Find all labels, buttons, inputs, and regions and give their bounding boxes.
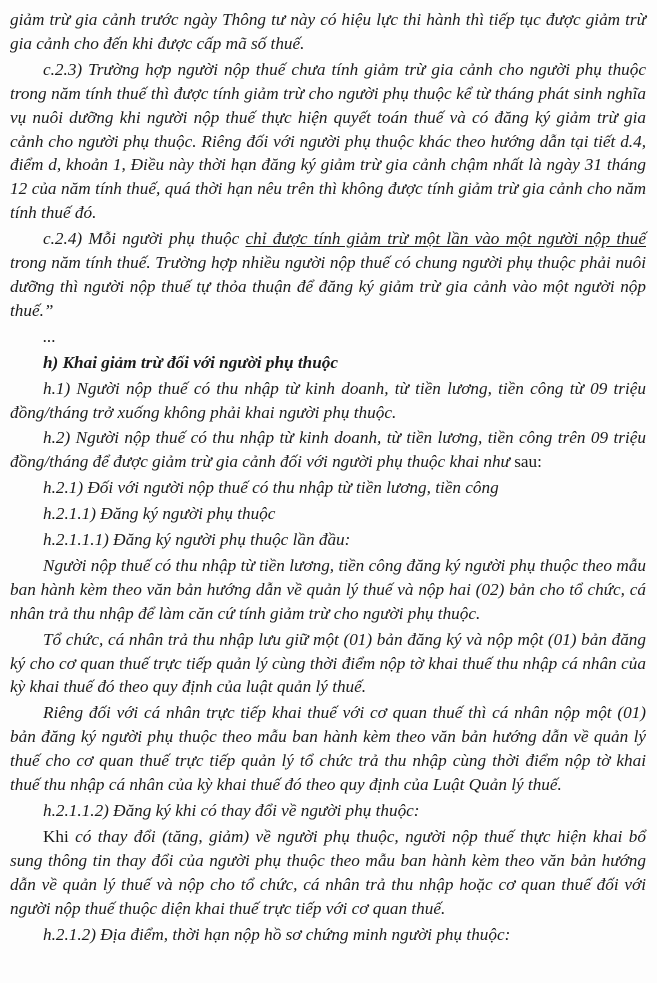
text-run: h.2.1.1.2) Đăng ký khi có thay đổi về người phụ thuộc: <box>43 801 420 820</box>
paragraph-h2112 <box>10 799 646 823</box>
text-run: sau: <box>514 452 542 472</box>
paragraph-h1 <box>10 377 646 425</box>
paragraph-c24 <box>10 227 646 323</box>
text-run: h.2.1.2) Địa điểm, thời hạn nộp hồ sơ chứng minh người phụ thuộc: <box>43 924 511 944</box>
paragraph-h212 <box>10 923 646 947</box>
text-run: chỉ được tính giảm trừ một lần vào một người nộp thuế <box>245 229 646 249</box>
text-run: c.2.3) Trường hợp người nộp thuế chưa tính giảm trừ gia cảnh cho người phụ thuộc trong năm tính thuế thì được tính giảm trừ cho người phụ thuộc kể từ tháng phát sinh nghĩa vụ nuôi dưỡng khi người nộp thuế thực hiện quyết toán thuế và có đăng ký giảm trừ gia cảnh cho người phụ thuộc. Riêng đối với người phụ thuộc khác theo hướng dẫn tại tiết d.4, điểm d, khoản 1, Điều này thời hạn đăng ký giảm trừ gia cảnh chậm nhất là ngày 31 tháng 12 của năm tính thuế, quá thời hạn nêu trên thì không được tính giảm trừ gia cảnh cho năm tính thuế đó. <box>10 59 646 223</box>
text-run: trong năm tính thuế. Trường hợp nhiều người nộp thuế có chung người phụ thuộc phải nuôi dưỡng thì người nộp thuế tự thỏa thuận để đăng ký giảm trừ gia cảnh vào một người nộp thuế.” <box>10 253 646 320</box>
text-run: h.2.1.1) Đăng ký người phụ thuộc <box>43 504 276 524</box>
paragraph-heading-h <box>10 351 646 375</box>
paragraph-ellipsis <box>10 325 646 349</box>
text-run: h.1) Người nộp thuế có thu nhập từ kinh doanh, từ tiền lương, tiền công từ 09 triệu đồng/tháng trở xuống không phải khai người phụ thuộc. <box>10 378 646 422</box>
text-run: Riêng đối với cá nhân trực tiếp khai thuế với cơ quan thuế thì cá nhân nộp một (01) bản đăng ký người phụ thuộc theo mẫu ban hành kèm theo văn bản hướng dẫn về quản lý thuế cho cơ quan thuế trực tiếp quản lý tổ chức trả thu nhập cùng thời điểm nộp tờ khai thuế thu nhập cá nhân của kỳ khai thuế đó theo quy định của Luật Quản lý thuế. <box>10 703 646 795</box>
paragraph-org-keeps-copy <box>10 628 646 700</box>
paragraph-h2111 <box>10 528 646 552</box>
text-run: Khi <box>43 826 69 846</box>
paragraph-change-registration <box>10 825 646 921</box>
text-run: h.2) Người nộp thuế có thu nhập từ kinh doanh, từ tiền lương, tiền công trên 09 triệu đồng/tháng để được giảm trừ gia cảnh đối với người phụ thuộc khai như <box>10 428 646 472</box>
paragraph-c23 <box>10 58 646 225</box>
paragraph-individual-direct-filing <box>10 701 646 797</box>
text-run: ... <box>43 326 56 346</box>
text-run: h.2.1) Đối với người nộp thuế có thu nhập từ tiền lương, tiền công <box>43 478 499 498</box>
text-run: giảm trừ gia cảnh trước ngày Thông tư này có hiệu lực thi hành thì tiếp tục được giảm trừ gia cảnh cho đến khi được cấp mã số thuế. <box>10 10 646 53</box>
paragraph-h21 <box>10 476 646 500</box>
text-run: có thay đổi (tăng, giảm) về người phụ thuộc, người nộp thuế thực hiện khai bổ sung thông tin thay đổi của người phụ thuộc theo mẫu ban hành kèm theo văn bản hướng dẫn về quản lý thuế và nộp cho tổ chức, cá nhân trả thu nhập hoặc cơ quan thuế đối với người nộp thuế thuộc diện khai thuế trực tiếp với cơ quan thuế. <box>10 826 646 918</box>
text-run: Người nộp thuế có thu nhập từ tiền lương, tiền công đăng ký người phụ thuộc theo mẫu ban hành kèm theo văn bản hướng dẫn về quản lý thuế và nộp hai (02) bản cho tổ chức, cá nhân trả thu nhập để làm căn cứ tính giảm trừ cho người phụ thuộc. <box>10 555 646 623</box>
text-run: c.2.4) Mỗi người phụ thuộc <box>43 229 246 249</box>
paragraph-h2 <box>10 426 646 474</box>
text-run: h.2.1.1.1) Đăng ký người phụ thuộc lần đầu: <box>43 530 351 550</box>
paragraph-h211 <box>10 502 646 526</box>
document-body <box>10 8 646 946</box>
paragraph-register-first-time <box>10 554 646 626</box>
text-run: Tổ chức, cá nhân trả thu nhập lưu giữ một (01) bản đăng ký và nộp một (01) bản đăng ký cho cơ quan thuế trực tiếp quản lý cùng thời điểm nộp tờ khai thuế thu nhập cá nhân của kỳ khai thuế đó theo quy định của luật quản lý thuế. <box>10 629 646 697</box>
text-run: h) Khai giảm trừ đối với người phụ thuộc <box>43 352 339 372</box>
paragraph-c22-continuation <box>10 8 646 56</box>
